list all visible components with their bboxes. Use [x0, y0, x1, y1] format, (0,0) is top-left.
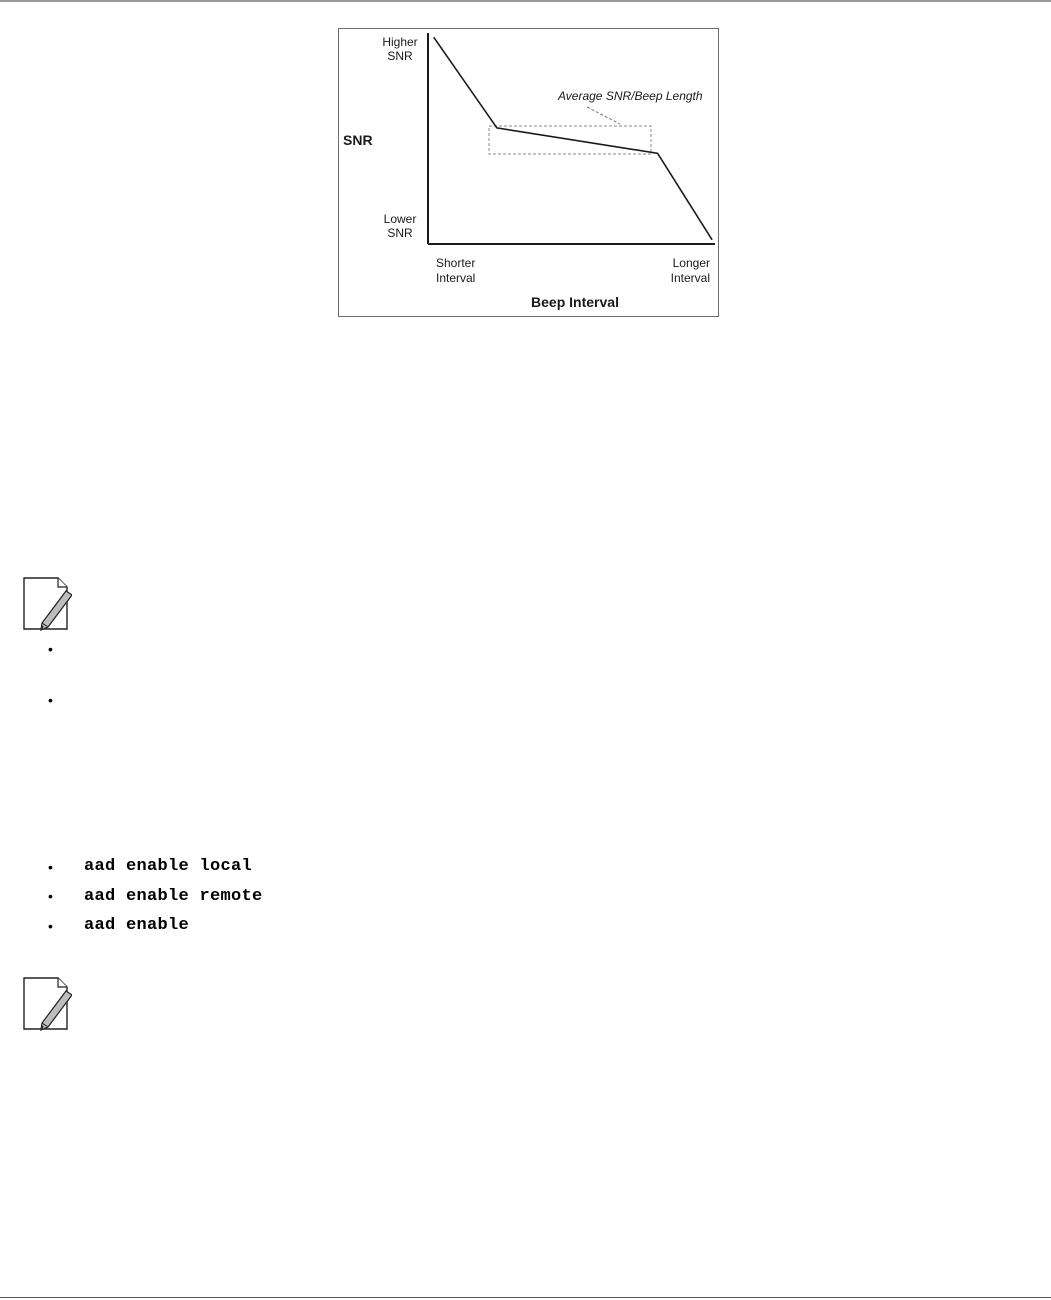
list-bullet: •: [48, 641, 53, 657]
list-bullet: •: [48, 917, 53, 934]
y-bottom-label-line1: Lower: [383, 212, 417, 226]
x-left-label-line1: Shorter: [436, 256, 476, 270]
note-pencil-icon: [22, 975, 72, 1031]
y-axis-label: SNR: [343, 132, 373, 148]
list-bullet: •: [48, 692, 53, 708]
command-text: aad enable remote: [84, 886, 263, 906]
command-item: [48, 911, 263, 941]
list-bullet: •: [48, 858, 53, 875]
x-right-label-line1: Longer: [672, 256, 710, 270]
x-right-label-line2: Interval: [670, 271, 710, 285]
snr-series-line: [434, 37, 712, 240]
command-text: aad enable local: [84, 857, 253, 877]
y-top-label-line2: SNR: [387, 49, 413, 63]
command-item: [48, 882, 263, 912]
annotation-leader: [587, 107, 620, 124]
command-list: [48, 852, 263, 941]
y-bottom-label-line2: SNR: [387, 226, 413, 240]
note-pencil-icon: [22, 575, 72, 631]
command-text: aad enable: [84, 916, 190, 936]
snr-beep-interval-figure: [338, 28, 719, 317]
x-axis-label: Beep Interval: [531, 294, 619, 310]
command-item: [48, 852, 263, 882]
x-left-label-line2: Interval: [436, 271, 476, 285]
annotation-label: Average SNR/Beep Length: [558, 89, 703, 103]
top-rule: [0, 0, 1051, 2]
chart-svg: [339, 29, 720, 318]
bottom-rule: [0, 1297, 1051, 1298]
y-top-label-line1: Higher: [382, 35, 418, 49]
list-bullet: •: [48, 888, 53, 905]
